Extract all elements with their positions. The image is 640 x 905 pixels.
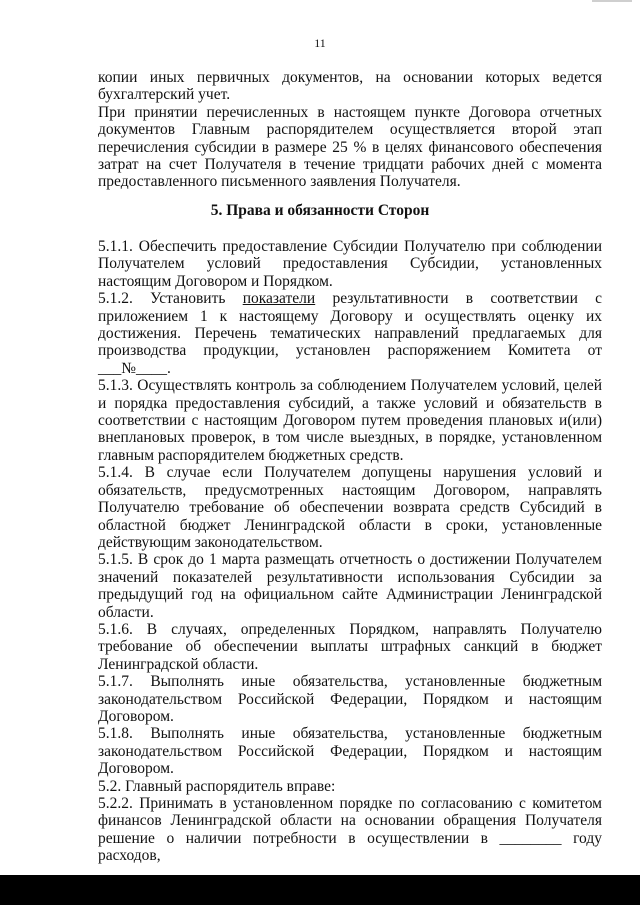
underlined-term: показатели [242,290,316,308]
scan-edge-mark [592,0,632,2]
section-body [98,238,602,865]
clause-text: 5.1.2. Установить [98,290,226,308]
intro-block [98,69,602,191]
clause-text: результативности в соответствии с приложением 1 к настоящему Договору и осуществлять оценку их достижения. Перечень тематических направлений предлагаемых для производства продукции, установлен распоряжением Комитета от ___№____. [98,290,603,377]
paragraph: копии иных первичных документов, на основании которых ведется бухгалтерский учет. [98,69,602,104]
clause-5-2-2: 5.2.2. Принимать в установленном порядке по согласованию с комитетом финансов Ленинградской области на основании обращения Получателя решение о наличии потребности в осуществлении в ________ году расходов, [98,795,602,865]
clause-5-1-4: 5.1.4. В случае если Получателем допущены нарушения условий и обязательств, предусмотренных настоящим Договором, направлять Получателю требование об обеспечении возврата средств Субсидий в областной бюджет Ленинградской области в сроки, установленные действующим законодательством. [98,464,602,551]
clause-5-1-8: 5.1.8. Выполнять иные обязательства, установленные бюджетным законодательством Российской Федерации, Порядком и настоящим Договором. [98,725,602,778]
clause-5-1-3: 5.1.3. Осуществлять контроль за соблюдением Получателем условий, целей и порядка предоставления субсидий, а также условий и обязательств в соответствии с настоящим Договором путем проведения плановых и(или) внеплановых проверок, в том числе выездных, в порядке, установленном главным распорядителем бюджетных средств. [98,377,602,464]
clause-5-1-7: 5.1.7. Выполнять иные обязательства, установленные бюджетным законодательством Российской Федерации, Порядком и настоящим Договором. [98,673,602,725]
clause-5-1-1: 5.1.1. Обеспечить предоставление Субсидии Получателю при соблюдении Получателем условий предоставления Субсидии, установленных настоящим Договором и Порядком. [98,238,602,290]
clause-5-1-6: 5.1.6. В случаях, определенных Порядком, направлять Получателю требование об обеспечении выплаты штрафных санкций в бюджет Ленинградской области. [98,620,602,673]
section-heading: 5. Права и обязанности Сторон [210,202,430,219]
clause-5-2: 5.2. Главный распорядитель вправе: [98,777,336,795]
clause-5-1-5: 5.1.5. В срок до 1 марта размещать отчетность о достижении Получателем значений показателей результативности использования Субсидии за предыдущий год на официальном сайте Администрации Ленинградской области. [98,551,602,621]
paragraph: При принятии перечисленных в настоящем пункте Договора отчетных документов Главным распорядителем осуществляется второй этап перечисления субсидии в размере 25 % в целях финансового обеспечения затрат на счет Получателя в течение тридцати рабочих дней с момента предоставленного письменного заявления Получателя. [98,103,602,191]
page-number: 11 [314,36,326,50]
clause-5-1-2 [98,290,602,377]
scan-bottom-border [0,875,640,905]
